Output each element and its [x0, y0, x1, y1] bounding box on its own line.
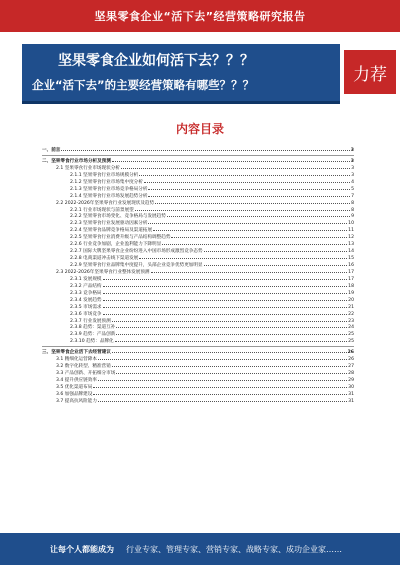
toc-entry-title: 2.3.6 市场竞争	[70, 311, 102, 317]
toc-entry-title: 2.3.4 发展趋势	[70, 297, 102, 303]
toc-entry-title: 3.6 加强品牌建设	[56, 391, 93, 397]
toc-entry-page: 14	[348, 249, 354, 255]
toc-entry[interactable]	[42, 330, 354, 337]
toc-entry[interactable]	[42, 383, 354, 390]
toc-entry-title: 2.3.10 趋势：品牌化	[70, 339, 114, 345]
toc-leader-dots	[116, 330, 347, 335]
title-main: 坚果零食企业如何活下去？？？	[58, 53, 254, 69]
toc-entry[interactable]	[42, 303, 354, 310]
toc-entry[interactable]	[42, 254, 354, 261]
toc-entry-title: 3.2 数字化转型、精准营销	[56, 364, 111, 370]
toc-entry-title: 2.3 2022-2026年坚果零食行业整体发展预测	[56, 269, 150, 275]
toc-entry[interactable]	[42, 317, 354, 324]
toc-entry-title: 2.3.8 趋势：渠道互补	[70, 325, 116, 331]
toc-entry-page: 25	[348, 332, 354, 338]
toc-entry-page: 16	[348, 263, 354, 268]
toc-entry[interactable]	[42, 390, 354, 397]
toc-entry-page: 9	[351, 214, 354, 220]
toc-entry[interactable]	[42, 219, 354, 226]
toc-entry-title: 2.3.3 竞争格局	[70, 290, 102, 296]
toc-leader-dots	[148, 185, 350, 190]
toc-entry[interactable]	[42, 146, 354, 153]
toc-entry-title: 2.3.2 产品结构	[70, 283, 102, 289]
toc-entry-page: 3	[351, 165, 354, 171]
toc-entry-page: 24	[348, 325, 354, 331]
brand-logo	[344, 50, 396, 94]
toc-leader-dots	[112, 362, 347, 367]
toc-leader-dots	[121, 164, 350, 169]
toc-leader-dots	[116, 323, 347, 328]
toc-entry-page: 23	[348, 318, 354, 324]
toc-leader-dots	[144, 178, 350, 183]
toc-entry-page: 29	[348, 378, 354, 383]
toc-entry[interactable]	[42, 206, 354, 213]
toc-entry-title: 2.2.8 电商渠道冲击线下渠道发展	[70, 256, 139, 261]
toc-leader-dots	[93, 390, 347, 395]
toc-leader-dots	[139, 254, 347, 259]
toc-entry[interactable]	[42, 369, 354, 376]
bottom-banner	[0, 533, 400, 565]
toc-leader-dots	[103, 296, 348, 301]
toc-entry[interactable]	[42, 247, 354, 254]
toc-entry[interactable]	[42, 289, 354, 296]
toc-entry[interactable]	[42, 233, 354, 240]
toc-leader-dots	[116, 369, 347, 374]
title-block	[22, 44, 340, 104]
toc-leader-dots	[103, 275, 348, 280]
toc-leader-dots	[135, 206, 350, 211]
toc-entry-page: 25	[348, 339, 354, 345]
toc-entry[interactable]	[42, 362, 354, 369]
toc-leader-dots	[112, 348, 347, 353]
toc-entry-title: 2.2.9 坚果零食行业品牌集中度提升，头部企业竞争优势更加明显	[70, 263, 203, 268]
toc-entry-page: 31	[348, 391, 354, 397]
toc-heading: 内容目录	[175, 122, 224, 136]
toc-leader-dots	[153, 226, 347, 231]
toc-entry-page: 4	[351, 179, 354, 185]
top-banner	[0, 0, 400, 32]
toc-leader-dots	[148, 192, 350, 197]
toc-entry-title: 2.2.3 坚果零食行业发展驱动因素分析	[70, 221, 148, 227]
toc-entry-page: 10	[348, 221, 354, 227]
toc-entry-page: 3	[350, 148, 354, 153]
toc-entry-title: 2.2.7 国际大牌坚果零食企业纷纷进入中国市场形成激烈竞争态势	[70, 249, 203, 255]
toc-entry-page: 28	[348, 371, 354, 376]
toc-entry[interactable]	[42, 310, 354, 317]
toc-entry-page: 22	[348, 311, 354, 317]
toc-entry-page: 11	[348, 228, 354, 234]
toc-entry[interactable]	[42, 261, 354, 268]
toc-entry-page: 30	[348, 384, 354, 390]
toc-entry-page: 31	[348, 398, 354, 404]
toc-entry-title: 2.2.6 行业竞争加剧，企业盈利能力下降明显	[70, 242, 162, 248]
toc-entry-page: 21	[348, 304, 354, 310]
toc-entry-title: 2.1.1 坚果零食行业市场规模分析	[70, 172, 139, 178]
toc-entry-page: 8	[351, 207, 354, 213]
toc-entry-page: 17	[348, 276, 354, 282]
toc-entry[interactable]	[42, 282, 354, 289]
toc-entry[interactable]	[42, 323, 354, 330]
toc-entry-page: 7	[351, 193, 354, 199]
toc-leader-dots	[115, 337, 348, 342]
toc-entry[interactable]	[42, 157, 354, 164]
toc-entry-title: 一、前言	[42, 148, 61, 153]
toc-entry-page: 12	[348, 235, 354, 241]
toc-entry-title: 3.1 精细化运营降本	[56, 357, 97, 363]
toc-entry-title: 2.1 坚果零食行业市场现状分析	[56, 165, 120, 171]
toc-leader-dots	[148, 219, 347, 224]
brand-name: 力荐	[353, 64, 387, 85]
toc-entry-title: 2.2 2022-2026年坚果零食行业发展现状及趋势	[56, 200, 155, 206]
toc-entry-page: 17	[348, 269, 354, 275]
toc-entry[interactable]	[42, 192, 354, 199]
toc-leader-dots	[98, 376, 347, 381]
toc-leader-dots	[155, 199, 350, 204]
toc-entry[interactable]	[42, 275, 354, 282]
toc-entry-page: 26	[348, 357, 354, 363]
toc-entry-page: 5	[351, 186, 354, 192]
report-title: 坚果零食企业“活下去”经营策略研究报告	[94, 10, 306, 23]
toc-entry-title: 2.1.2 坚果零食行业市场集中度分析	[70, 179, 143, 185]
toc-entry[interactable]	[42, 337, 354, 344]
toc-leader-dots	[162, 240, 347, 245]
toc-entry-title: 2.2.4 坚果零食品牌竞争格局及渠道拓展	[70, 228, 153, 234]
toc-entry-page: 18	[348, 283, 354, 289]
toc-entry[interactable]	[42, 164, 354, 171]
toc-entry-title: 2.3.7 行业发展预测	[70, 318, 111, 324]
toc-entry-title: 2.3.5 市场需求	[70, 304, 102, 310]
toc-entry[interactable]	[42, 296, 354, 303]
table-of-contents	[42, 146, 354, 404]
toc-leader-dots	[112, 317, 347, 322]
toc-leader-dots	[103, 303, 348, 308]
toc-leader-dots	[98, 355, 347, 360]
toc-leader-dots	[171, 233, 347, 238]
toc-entry[interactable]	[42, 171, 354, 178]
toc-leader-dots	[103, 310, 348, 315]
toc-entry[interactable]	[42, 240, 354, 247]
toc-entry-title: 3.3 产品创新、开拓细分市场	[56, 371, 116, 376]
title-sub: 企业“活下去”的主要经营策略有哪些？？？	[32, 78, 255, 92]
toc-entry-page: 27	[348, 364, 354, 370]
toc-entry-page: 8	[351, 200, 354, 206]
toc-entry[interactable]	[42, 397, 354, 404]
toc-entry[interactable]	[42, 226, 354, 233]
toc-entry[interactable]	[42, 185, 354, 192]
toc-leader-dots	[103, 289, 348, 294]
toc-separator	[42, 153, 354, 156]
toc-separator	[42, 344, 354, 347]
toc-entry[interactable]	[42, 178, 354, 185]
toc-leader-dots	[204, 261, 348, 266]
toc-leader-dots	[112, 157, 350, 162]
toc-entry-page: 20	[348, 297, 354, 303]
toc-entry-page: 26	[347, 350, 354, 356]
toc-entry[interactable]	[42, 348, 354, 355]
toc-entry[interactable]	[42, 376, 354, 383]
footer-roles: 行业专家、管理专家、营销专家、战略专家、成功企业家……	[126, 544, 342, 554]
toc-entry[interactable]	[42, 268, 354, 275]
toc-entry-title: 三、坚果零食企业活下去经营建议	[42, 350, 111, 356]
toc-entry[interactable]	[42, 212, 354, 219]
toc-entry-page: 3	[351, 172, 354, 178]
toc-entry-title: 2.1.4 坚果零食行业市场发展趋势分析	[70, 193, 148, 199]
toc-entry-title: 3.4 提升供应链效率	[56, 378, 97, 383]
toc-leader-dots	[93, 383, 347, 388]
toc-entry-page: 13	[348, 242, 354, 248]
toc-entry-title: 2.2.5 坚果零食行业消费升级与产品结构调整趋势	[70, 235, 171, 241]
toc-leader-dots	[139, 171, 350, 176]
toc-entry-title: 2.2.2 坚果零食市场变化、竞争格局与发展趋势	[70, 214, 166, 220]
toc-entry[interactable]	[42, 355, 354, 362]
toc-entry[interactable]	[42, 199, 354, 206]
footer-tag: 让每个人都能成为	[50, 544, 114, 554]
toc-leader-dots	[98, 397, 347, 402]
toc-entry-page: 15	[348, 256, 354, 261]
toc-leader-dots	[167, 212, 350, 217]
toc-leader-dots	[204, 247, 348, 252]
toc-entry-title: 3.5 优化渠道布局	[56, 384, 93, 390]
toc-entry-title: 2.3.9 趋势：产品创新	[70, 332, 116, 338]
toc-entry-page: 3	[350, 158, 354, 164]
toc-entry-title: 二、坚果零食行业市场分析及预测	[42, 158, 111, 164]
toc-leader-dots	[103, 282, 348, 287]
toc-leader-dots	[151, 268, 348, 273]
toc-entry-title: 2.3.1 发展规模	[70, 276, 102, 282]
toc-entry-title: 3.7 提高抗风险能力	[56, 398, 97, 404]
toc-leader-dots	[61, 146, 349, 151]
toc-entry-title: 2.1.3 坚果零食行业市场竞争格局分析	[70, 186, 148, 192]
toc-entry-page: 19	[348, 290, 354, 296]
toc-entry-title: 2.2.1 行业市场现状与前景展望	[70, 207, 134, 213]
